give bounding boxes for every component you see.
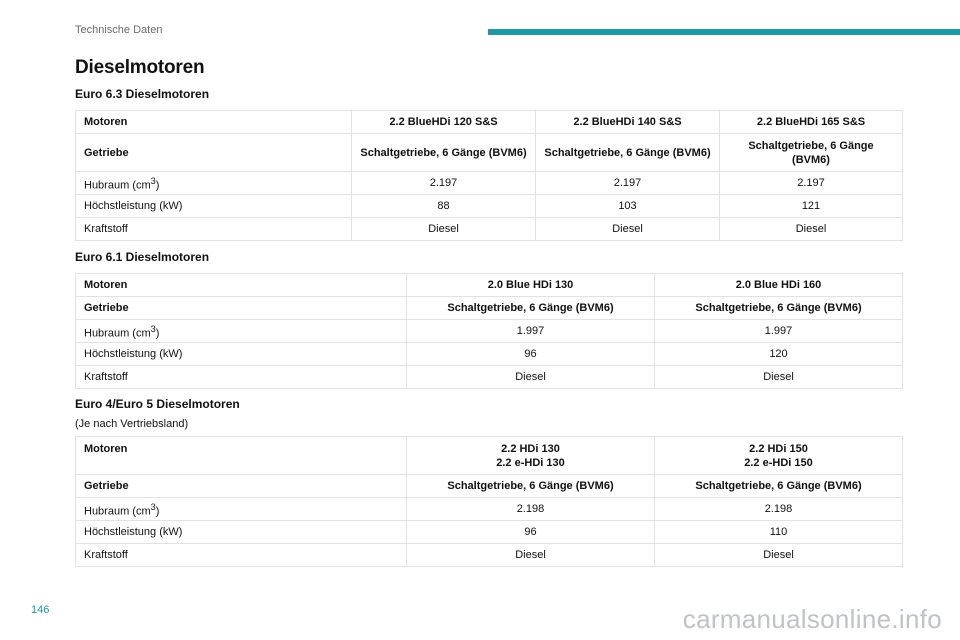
table-row-getriebe bbox=[76, 475, 903, 498]
displacement-cell: 2.197 bbox=[352, 172, 536, 195]
row-label bbox=[76, 498, 407, 521]
row-label: Motoren bbox=[76, 437, 407, 475]
table-row-kraftstoff bbox=[76, 366, 903, 389]
power-cell: 96 bbox=[407, 343, 655, 366]
table-row-motoren bbox=[76, 111, 903, 134]
fuel-cell: Diesel bbox=[407, 544, 655, 567]
engine-cell: 2.0 Blue HDi 130 bbox=[407, 274, 655, 297]
displacement-cell: 2.197 bbox=[536, 172, 720, 195]
spec-table-euro63 bbox=[75, 110, 903, 241]
fuel-cell: Diesel bbox=[655, 544, 903, 567]
power-cell: 120 bbox=[655, 343, 903, 366]
engine-cell: 2.2 BlueHDi 140 S&S bbox=[536, 111, 720, 134]
unit-superscript: 3 bbox=[150, 501, 156, 512]
spec-table-euro45 bbox=[75, 436, 903, 567]
row-label: Kraftstoff bbox=[76, 366, 407, 389]
row-label-text: Hubraum (cm bbox=[84, 505, 151, 518]
power-cell: 88 bbox=[352, 195, 536, 218]
engine-cell bbox=[407, 437, 655, 475]
power-cell: 121 bbox=[720, 195, 903, 218]
section-title-euro61: Euro 6.1 Dieselmotoren bbox=[75, 250, 210, 264]
header-accent-bar bbox=[488, 29, 960, 35]
watermark-text: carmanualsonline.info bbox=[682, 604, 942, 634]
gearbox-cell: Schaltgetriebe, 6 Gänge (BVM6) bbox=[407, 297, 655, 320]
displacement-cell: 1.997 bbox=[407, 320, 655, 343]
power-cell: 103 bbox=[536, 195, 720, 218]
fuel-cell: Diesel bbox=[720, 218, 903, 241]
row-label: Getriebe bbox=[76, 297, 407, 320]
row-label-end: ) bbox=[155, 505, 160, 518]
engine-cell: 2.2 BlueHDi 165 S&S bbox=[720, 111, 903, 134]
table-row-leistung bbox=[76, 521, 903, 544]
table-row-motoren bbox=[76, 437, 903, 475]
fuel-cell: Diesel bbox=[352, 218, 536, 241]
row-label: Getriebe bbox=[76, 475, 407, 498]
gearbox-cell: Schaltgetriebe, 6 Gänge (BVM6) bbox=[407, 475, 655, 498]
engine-name: 2.2 e-HDi 150 bbox=[744, 456, 813, 469]
table-row-kraftstoff bbox=[76, 544, 903, 567]
table-row-kraftstoff bbox=[76, 218, 903, 241]
row-label: Kraftstoff bbox=[76, 218, 352, 241]
row-label: Motoren bbox=[76, 111, 352, 134]
engine-name: 2.2 e-HDi 130 bbox=[496, 456, 565, 469]
fuel-cell: Diesel bbox=[536, 218, 720, 241]
engine-name: 2.2 HDi 150 bbox=[749, 442, 808, 455]
spec-table-euro61 bbox=[75, 273, 903, 389]
row-label-end: ) bbox=[155, 327, 160, 340]
table-row-hubraum bbox=[76, 320, 903, 343]
displacement-cell: 2.197 bbox=[720, 172, 903, 195]
engine-name: 2.2 HDi 130 bbox=[501, 442, 560, 455]
engine-cell bbox=[655, 437, 903, 475]
row-label bbox=[76, 172, 352, 195]
fuel-cell: Diesel bbox=[655, 366, 903, 389]
table-row-hubraum bbox=[76, 498, 903, 521]
gearbox-cell: Schaltgetriebe, 6 Gänge (BVM6) bbox=[655, 297, 903, 320]
row-label: Höchstleistung (kW) bbox=[76, 343, 407, 366]
row-label: Höchstleistung (kW) bbox=[76, 521, 407, 544]
row-label: Motoren bbox=[76, 274, 407, 297]
displacement-cell: 2.198 bbox=[407, 498, 655, 521]
row-label: Getriebe bbox=[76, 134, 352, 172]
row-label: Höchstleistung (kW) bbox=[76, 195, 352, 218]
section-title-euro63: Euro 6.3 Dieselmotoren bbox=[75, 87, 210, 101]
row-label: Kraftstoff bbox=[76, 544, 407, 567]
fuel-cell: Diesel bbox=[407, 366, 655, 389]
page-title: Dieselmotoren bbox=[75, 57, 205, 78]
row-label bbox=[76, 320, 407, 343]
section-title-euro45: Euro 4/Euro 5 Dieselmotoren bbox=[75, 397, 240, 411]
table-row-motoren bbox=[76, 274, 903, 297]
displacement-cell: 1.997 bbox=[655, 320, 903, 343]
header-section-label: Technische Daten bbox=[75, 24, 163, 36]
displacement-cell: 2.198 bbox=[655, 498, 903, 521]
section-note: (Je nach Vertriebsland) bbox=[75, 418, 189, 430]
gearbox-cell: Schaltgetriebe, 6 Gänge (BVM6) bbox=[352, 134, 536, 172]
unit-superscript: 3 bbox=[150, 323, 156, 334]
engine-cell: 2.2 BlueHDi 120 S&S bbox=[352, 111, 536, 134]
engine-cell: 2.0 Blue HDi 160 bbox=[655, 274, 903, 297]
page-number: 146 bbox=[31, 604, 50, 616]
row-label-text: Hubraum (cm bbox=[84, 327, 151, 340]
table-row-getriebe bbox=[76, 297, 903, 320]
power-cell: 96 bbox=[407, 521, 655, 544]
gearbox-cell: Schaltgetriebe, 6 Gänge (BVM6) bbox=[720, 134, 903, 172]
row-label-end: ) bbox=[155, 179, 160, 192]
table-row-leistung bbox=[76, 343, 903, 366]
table-row-leistung bbox=[76, 195, 903, 218]
table-row-getriebe bbox=[76, 134, 903, 172]
gearbox-cell: Schaltgetriebe, 6 Gänge (BVM6) bbox=[536, 134, 720, 172]
unit-superscript: 3 bbox=[150, 175, 156, 186]
row-label-text: Hubraum (cm bbox=[84, 179, 151, 192]
power-cell: 110 bbox=[655, 521, 903, 544]
table-row-hubraum bbox=[76, 172, 903, 195]
gearbox-cell: Schaltgetriebe, 6 Gänge (BVM6) bbox=[655, 475, 903, 498]
